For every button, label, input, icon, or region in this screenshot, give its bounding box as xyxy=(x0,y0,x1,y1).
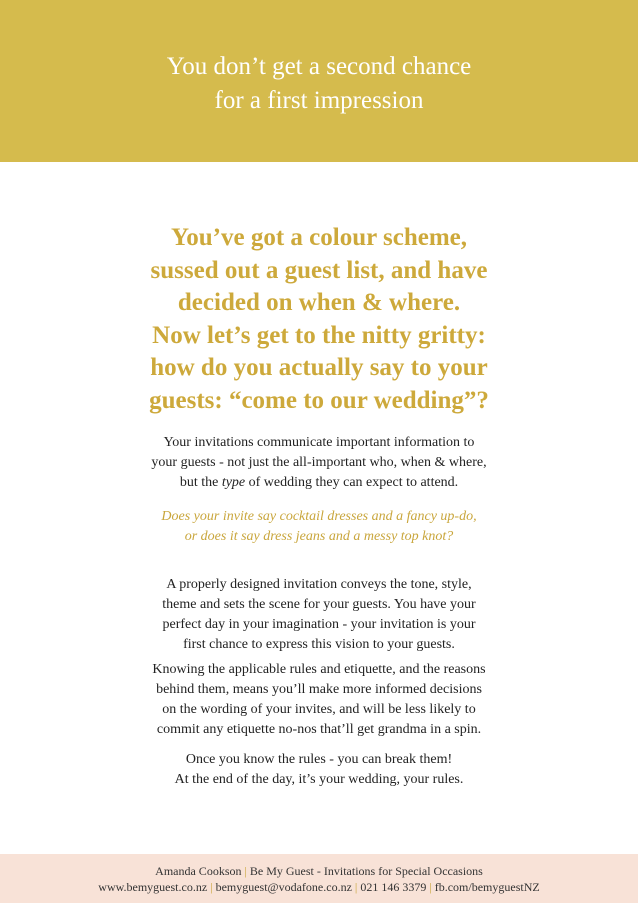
design-line: A properly designed invitation conveys the tone, style, xyxy=(166,577,472,592)
intro-text: of wedding they can expect to attend. xyxy=(245,475,459,490)
banner-title-line: You don’t get a second chance xyxy=(166,53,472,80)
intro-line: Your invitations communicate important information to xyxy=(163,435,475,450)
headline xyxy=(70,222,568,417)
design-line: theme and sets the scene for your guests. You have your xyxy=(162,597,476,612)
closing-line: Once you know the rules - you can break them! xyxy=(185,752,453,767)
footer xyxy=(0,854,638,903)
design-paragraph xyxy=(80,575,558,655)
rules-paragraph xyxy=(80,660,558,740)
headline-line: Now let’s get to the nitty gritty: xyxy=(152,321,486,349)
closing-paragraph xyxy=(80,750,558,790)
footer-author: Amanda Cookson xyxy=(155,864,242,878)
footer-separator: | xyxy=(354,880,358,894)
headline-line: sussed out a guest list, and have xyxy=(150,256,488,284)
question-paragraph xyxy=(80,507,558,547)
footer-separator: | xyxy=(429,880,432,894)
banner-title xyxy=(0,50,638,118)
footer-separator: | xyxy=(244,864,247,878)
rules-line: behind them, means you’ll make more informed decisions xyxy=(156,682,482,697)
rules-line: on the wording of your invites, and will be less likely to xyxy=(162,702,476,717)
rules-line: commit any etiquette no-nos that’ll get grandma in a spin. xyxy=(156,722,482,737)
intro-line: your guests - not just the all-important who, when & where, xyxy=(151,455,487,470)
design-line: perfect day in your imagination - your invitation is your xyxy=(162,617,476,632)
question-line: Does your invite say cocktail dresses and a fancy up-do, xyxy=(161,509,477,524)
headline-line: You’ve got a colour scheme, xyxy=(170,224,468,251)
footer-website-link[interactable]: www.bemyguest.co.nz xyxy=(98,880,208,894)
closing-line: At the end of the day, it’s your wedding, your rules. xyxy=(174,772,464,787)
intro-emphasis: type xyxy=(221,475,246,490)
footer-separator: | xyxy=(210,880,213,894)
design-line: first chance to express this vision to your guests. xyxy=(183,637,455,652)
banner-title-line: for a first impression xyxy=(214,87,424,114)
rules-line: Knowing the applicable rules and etiquette, and the reasons xyxy=(152,662,486,677)
footer-phone: 021 146 3379 xyxy=(360,880,427,894)
question-line: or does it say dress jeans and a messy top knot? xyxy=(184,529,454,544)
header-banner xyxy=(0,0,638,162)
intro-line xyxy=(80,473,558,493)
footer-email-link[interactable]: bemyguest@vodafone.co.nz xyxy=(215,880,352,894)
intro-paragraph xyxy=(80,433,558,493)
intro-text: but the xyxy=(179,475,222,490)
headline-line: guests: “come to our wedding”? xyxy=(149,386,489,414)
footer-credit-line xyxy=(0,864,638,879)
headline-line: how do you actually say to your xyxy=(150,354,488,381)
footer-business: Be My Guest - Invitations for Special Occasions xyxy=(249,864,483,878)
headline-line: decided on when & where. xyxy=(177,289,461,316)
footer-facebook-link[interactable]: fb.com/bemyguestNZ xyxy=(434,880,540,894)
footer-contact-line xyxy=(0,880,638,895)
